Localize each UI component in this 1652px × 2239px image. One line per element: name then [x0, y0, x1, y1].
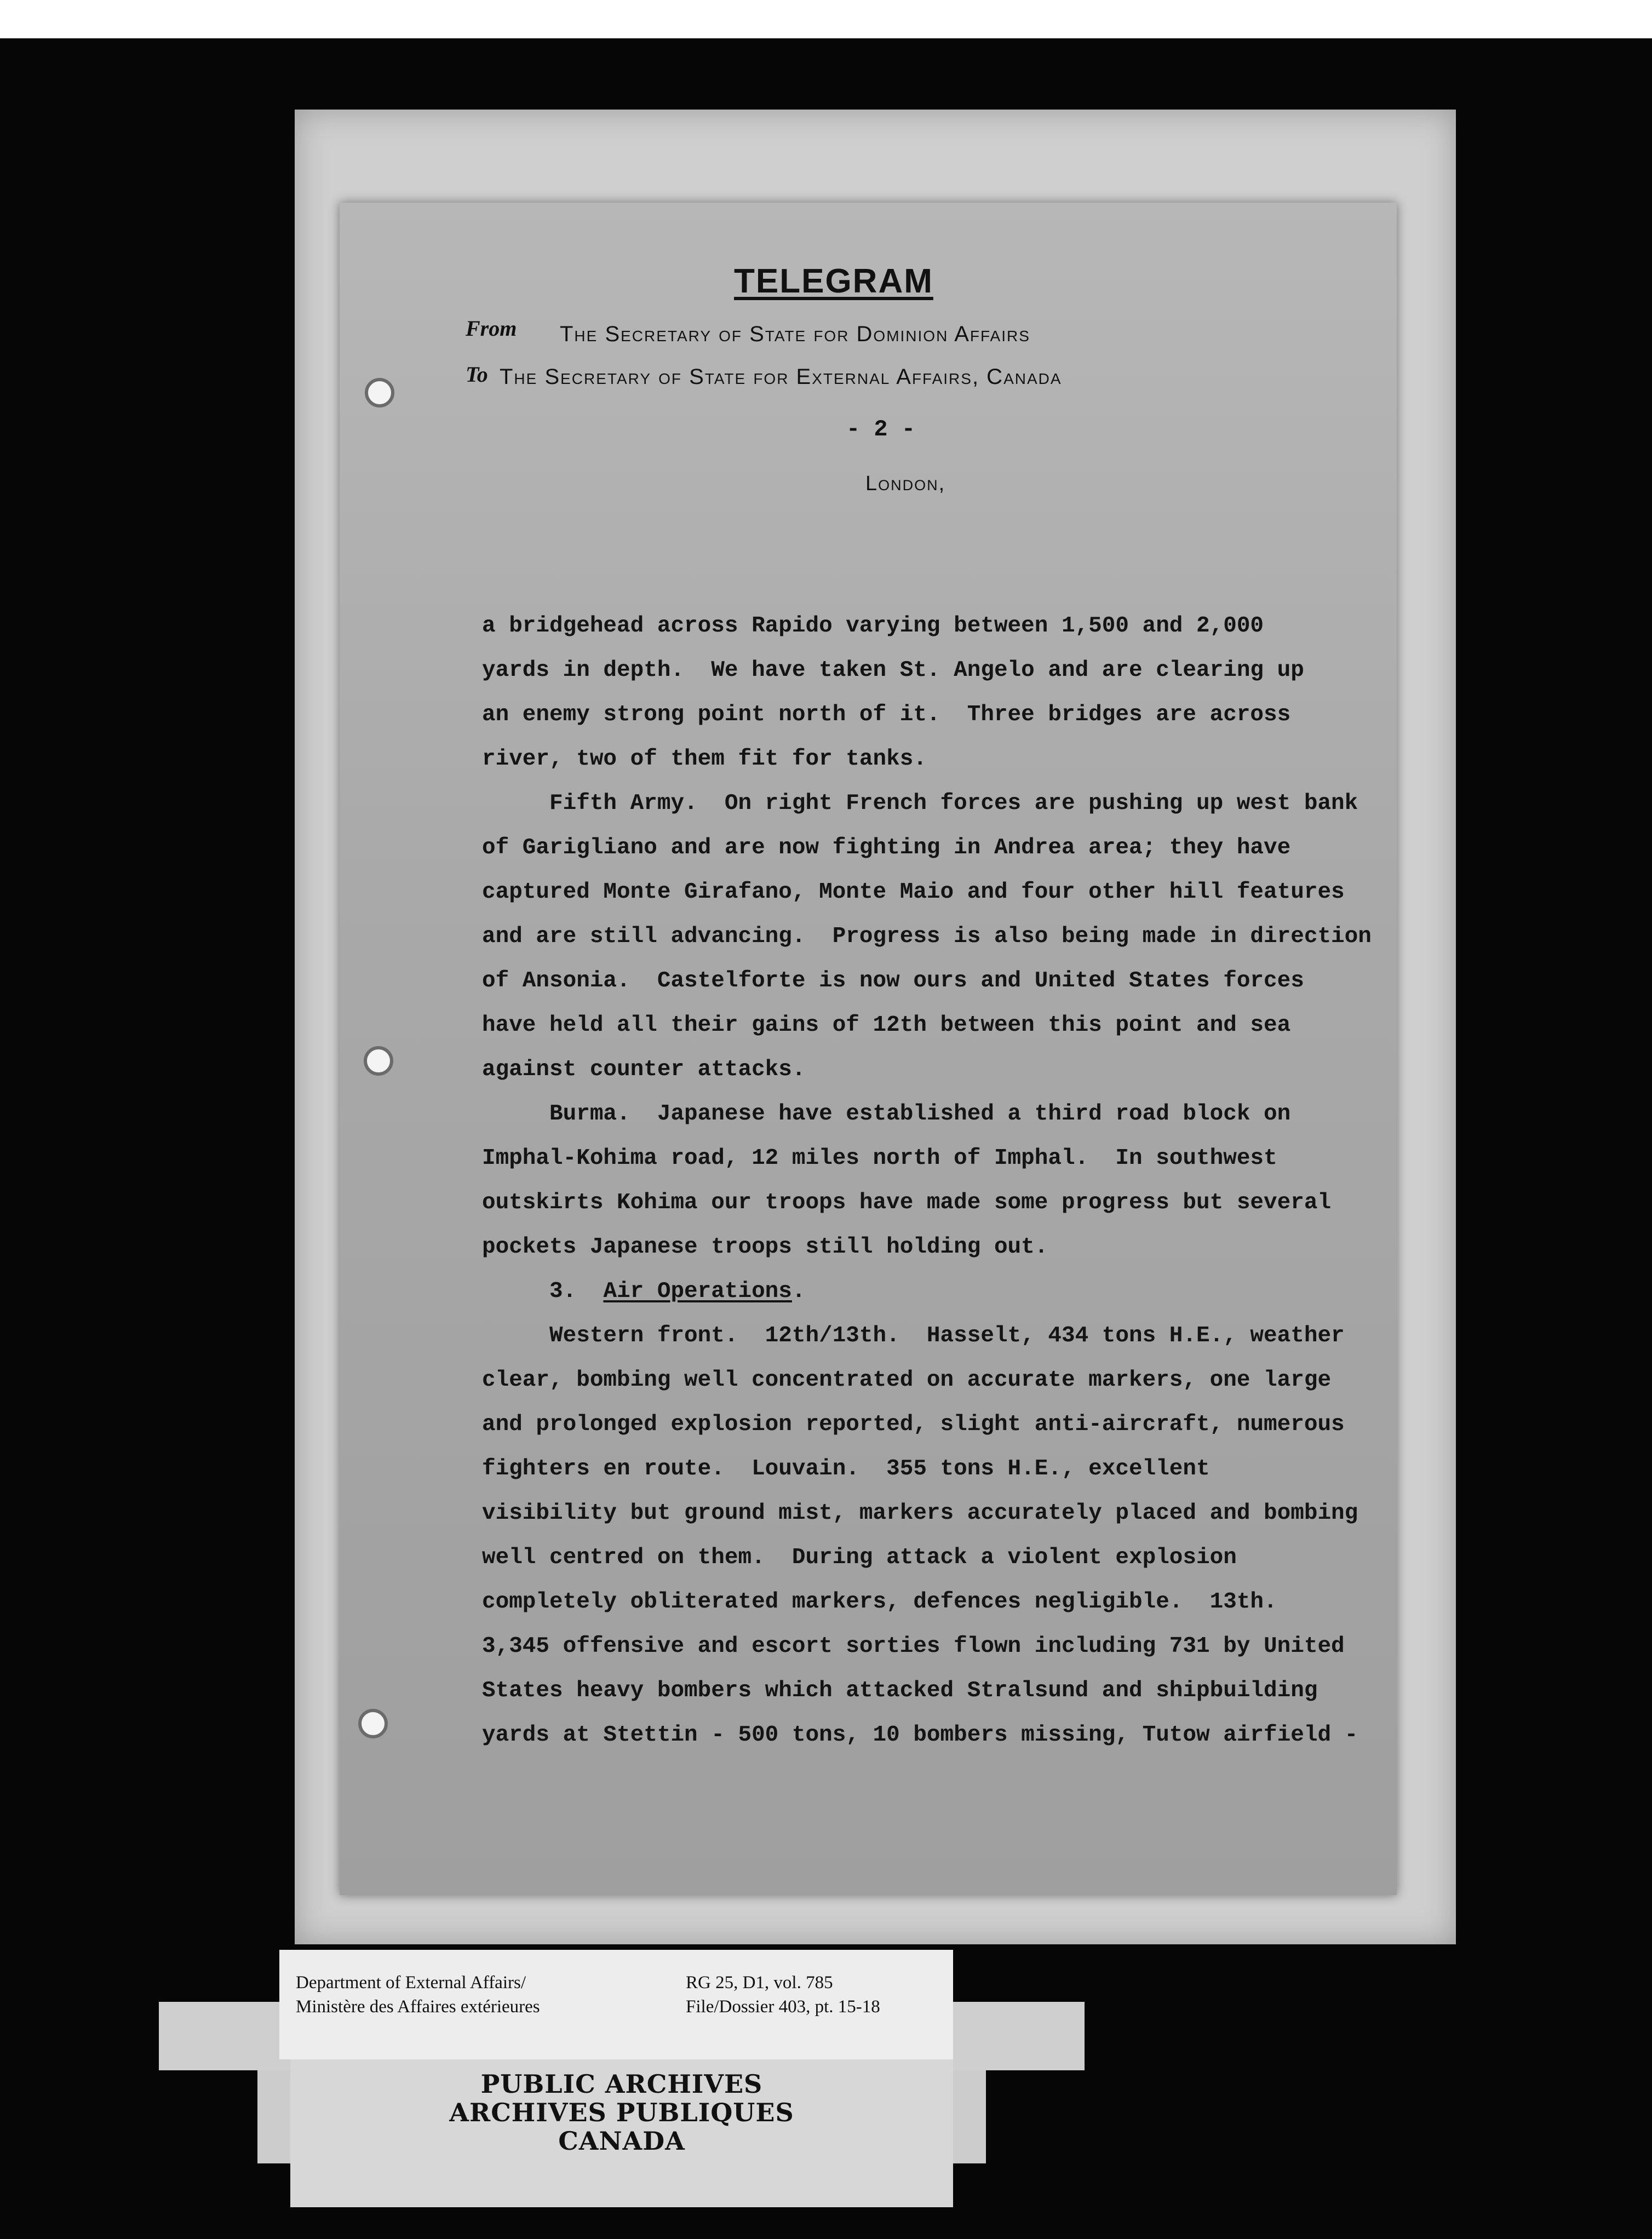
from-text: The Secretary of State for Dominion Affairs	[560, 322, 1030, 346]
body-line: clear, bombing well concentrated on accurate markers, one large	[482, 1368, 1332, 1393]
dept-french: Ministère des Affaires extérieures	[296, 1997, 540, 2017]
reference-volume: RG 25, D1, vol. 785	[686, 1973, 833, 1993]
city-line: London,	[865, 472, 946, 495]
body-line: Imphal-Kohima road, 12 miles north of Imphal. In southwest	[482, 1146, 1277, 1171]
body-line: States heavy bombers which attacked Stralsund and shipbuilding	[482, 1678, 1318, 1703]
punch-hole	[358, 1709, 388, 1738]
body-line: captured Monte Girafano, Monte Maio and four other hill features	[482, 880, 1345, 905]
from-label: From	[466, 316, 517, 341]
body-line: river, two of them fit for tanks.	[482, 747, 927, 772]
section-heading: Air Operations	[603, 1279, 792, 1304]
body-line: of Garigliano and are now fighting in Andrea area; they have	[482, 835, 1291, 860]
body-line: 3,345 offensive and escort sorties flown including 731 by United	[482, 1634, 1345, 1659]
page-number: - 2 -	[846, 416, 916, 443]
body-line: and are still advancing. Progress is also being made in direction	[482, 924, 1372, 949]
body-line: a bridgehead across Rapido varying between 1,500 and 2,000	[482, 613, 1264, 639]
archive-stamp-line1: PUBLIC ARCHIVES	[480, 2069, 763, 2099]
body-line: visibility but ground mist, markers accurately placed and bombing	[482, 1501, 1358, 1526]
section-heading-period: .	[791, 1279, 806, 1304]
body-line: of Ansonia. Castelforte is now ours and United States forces	[482, 968, 1304, 994]
archive-stamp-line2: ARCHIVES PUBLIQUES	[449, 2098, 794, 2127]
to-text: The Secretary of State for External Affairs, Canada	[500, 365, 1062, 389]
body-line: pockets Japanese troops still holding out.	[482, 1235, 1048, 1260]
body-line: Western front. 12th/13th. Hasselt, 434 tons H.E., weather	[482, 1323, 1345, 1348]
body-line: Fifth Army. On right French forces are pushing up west bank	[482, 791, 1358, 816]
body-line: against counter attacks.	[482, 1057, 806, 1082]
section-heading-line	[482, 1279, 806, 1304]
archive-tab-right	[953, 2002, 1085, 2070]
archive-tab-left	[159, 2002, 290, 2070]
body-line: an enemy strong point north of it. Three bridges are across	[482, 702, 1291, 727]
body-line: yards at Stettin - 500 tons, 10 bombers missing, Tutow airfield -	[482, 1723, 1358, 1748]
to-label: To	[466, 362, 488, 387]
telegram-title: TELEGRAM	[734, 262, 933, 300]
body-line: Burma. Japanese have established a third road block on	[482, 1101, 1291, 1127]
punch-hole	[365, 378, 394, 407]
body-line: fighters en route. Louvain. 355 tons H.E., excellent	[482, 1456, 1210, 1482]
dept-english: Department of External Affairs/	[296, 1973, 526, 1993]
section-number: 3.	[482, 1279, 604, 1304]
body-line: have held all their gains of 12th between this point and sea	[482, 1013, 1291, 1038]
body-line: well centred on them. During attack a violent explosion	[482, 1545, 1237, 1570]
reference-file: File/Dossier 403, pt. 15-18	[686, 1997, 880, 2017]
archive-stamp-line3: CANADA	[558, 2126, 685, 2156]
body-line: completely obliterated markers, defences negligible. 13th.	[482, 1589, 1277, 1615]
body-line: and prolonged explosion reported, slight anti-aircraft, numerous	[482, 1412, 1345, 1437]
punch-hole	[364, 1046, 393, 1076]
body-line: yards in depth. We have taken St. Angelo and are clearing up	[482, 658, 1304, 683]
body-line: outskirts Kohima our troops have made some progress but several	[482, 1190, 1332, 1215]
